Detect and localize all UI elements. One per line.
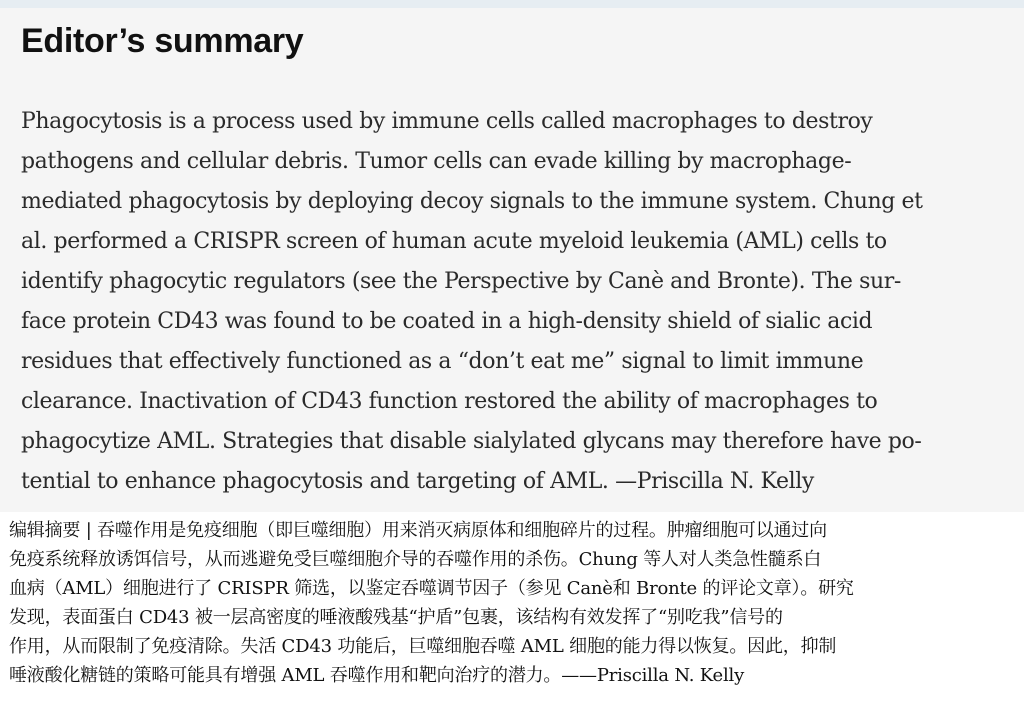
translation-line: 作用，从而限制了免疫清除。失活 CD43 功能后，巨噬细胞吞噬 AML 细胞的能力得以恢复。因此，抑制: [9, 636, 837, 657]
summary-line: identify phagocytic regulators (see the Perspective by Canè and Bronte). The sur-: [21, 269, 901, 294]
summary-line: pathogens and cellular debris. Tumor cells can evade killing by macrophage-: [21, 149, 852, 174]
summary-line: face protein CD43 was found to be coated in a high-density shield of sialic acid: [21, 309, 873, 334]
chinese-translation: [9, 516, 1015, 690]
summary-paragraph: [21, 102, 1011, 502]
translation-line: 血病（AML）细胞进行了 CRISPR 筛选，以鉴定吞噬调节因子（参见 Canè和 Bronte 的评论文章）。研究: [9, 578, 854, 599]
summary-line: clearance. Inactivation of CD43 function restored the ability of macrophages to: [21, 389, 878, 414]
summary-line: residues that effectively functioned as a “don’t eat me” signal to limit immune: [21, 349, 864, 374]
translation-line: 免疫系统释放诱饵信号，从而逃避免受巨噬细胞介导的吞噬作用的杀伤。Chung 等人对人类急性髓系白: [9, 549, 822, 570]
summary-line: tential to enhance phagocytosis and targeting of AML. —Priscilla N. Kelly: [21, 469, 814, 494]
summary-line: Phagocytosis is a process used by immune cells called macrophages to destroy: [21, 109, 873, 134]
summary-line: mediated phagocytosis by deploying decoy signals to the immune system. Chung et: [21, 189, 923, 214]
summary-line: al. performed a CRISPR screen of human acute myeloid leukemia (AML) cells to: [21, 229, 887, 254]
summary-line: phagocytize AML. Strategies that disable sialylated glycans may therefore have po-: [21, 429, 922, 454]
summary-title: Editor’s summary: [21, 22, 304, 60]
translation-line: 编辑摘要 | 吞噬作用是免疫细胞（即巨噬细胞）用来消灭病原体和细胞碎片的过程。肿瘤细胞可以通过向: [9, 520, 827, 541]
translation-line: 唾液酸化糖链的策略可能具有增强 AML 吞噬作用和靶向治疗的潜力。——Priscilla N. Kelly: [9, 665, 745, 686]
translation-line: 发现，表面蛋白 CD43 被一层高密度的唾液酸残基“护盾”包裹，该结构有效发挥了“别吃我”信号的: [9, 607, 783, 628]
